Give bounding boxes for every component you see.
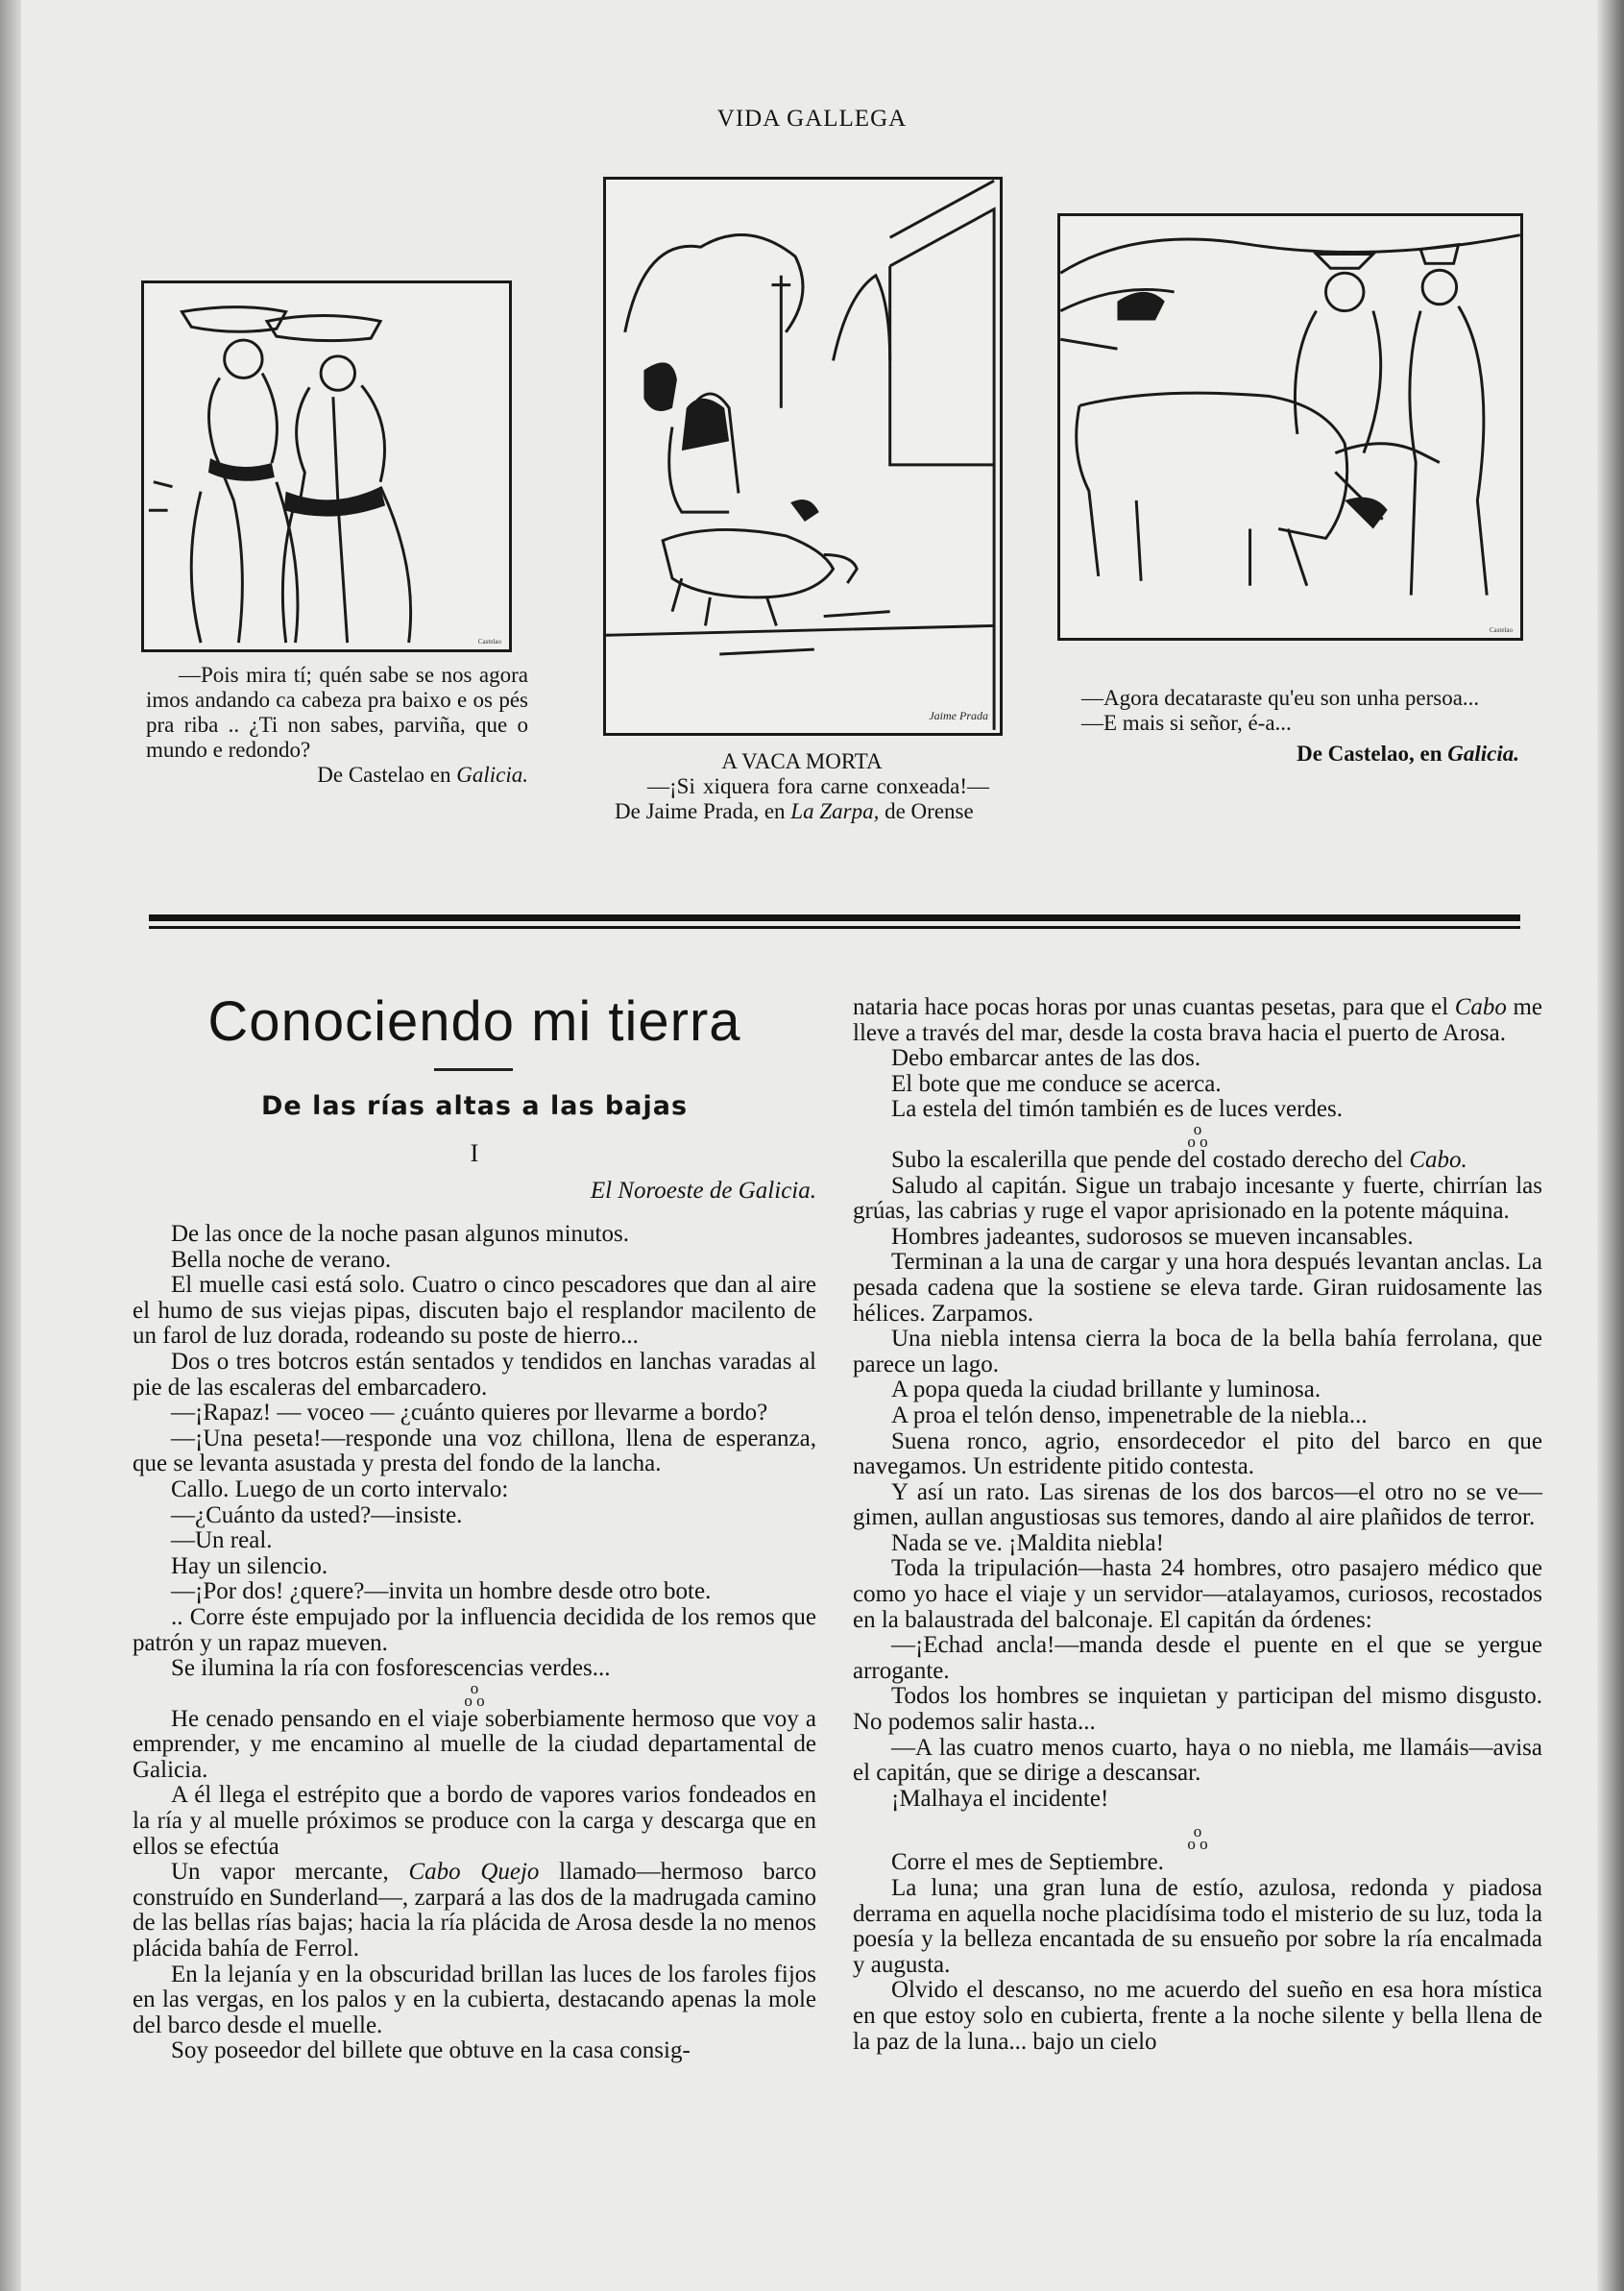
paragraph: Y así un rato. Las sirenas de los dos barcos—el otro no se ve—gimen, aullan angustiosas sus temores, dando al aire plañidos de terror. xyxy=(853,1478,1542,1531)
paragraph: De las once de la noche pasan algunos minutos. xyxy=(171,1221,629,1247)
paragraph: Una niebla intensa cierra la boca de la bella bahía ferrolana, que parece un lago. xyxy=(853,1326,1542,1377)
paragraph: Subo la escalerilla que pende del costado derecho del Cabo. xyxy=(891,1146,1467,1173)
article-column-2 xyxy=(853,995,1542,2055)
section-separator: o o o xyxy=(1187,1119,1208,1151)
page-edge-shadow xyxy=(1597,0,1624,2291)
dead-cow-village-drawing xyxy=(606,180,1000,733)
article-place: El Noroeste de Galicia. xyxy=(590,1178,816,1204)
paragraph: —¡Una peseta!—responde una voz chillona, llena de esperanza, que se levanta asustada y presta del fondo de la lancha. xyxy=(133,1425,816,1477)
paragraph: Soy poseedor del billete que obtuve en la casa consig- xyxy=(171,2037,691,2064)
paragraph: Un vapor mercante, Cabo Quejo llamado—hermoso barco construído en Sunderland—, zarpará a las dos de la madrugada camino de las bellas rías bajas; hacia la ría plácida de Arosa desde la no menos plácida bahía de Ferrol. xyxy=(133,1859,816,1962)
paragraph: A él llega el estrépito que a bordo de vapores varios fondeados en la ría y al muelle próximos se produce con la carga y descarga que en ellos se efectúa xyxy=(133,1782,816,1860)
paragraph: Terminan a la una de cargar y una hora después levantan anclas. La pesada cadena que la sostiene se eleva tarde. Giran ruidosamente las hélices. Zarpamos. xyxy=(853,1249,1542,1327)
paragraph: Todos los hombres se inquietan y participan del mismo disgusto. No podemos salir hasta... xyxy=(853,1683,1542,1736)
paragraph: Debo embarcar antes de las dos. xyxy=(891,1045,1201,1072)
cartoon-3-line-2: —E mais si señor, é-a... xyxy=(1081,711,1292,735)
section-rule-thick xyxy=(149,914,1520,921)
paragraph: —¡Por dos! ¿quere?—invita un hombre desde otro bote. xyxy=(171,1578,712,1605)
paragraph: Saludo al capitán. Sigue un trabajo incesante y fuerte, chirrían las grúas, las cabrias y ruge el vapor aprisionado en la potente máquina. xyxy=(853,1172,1542,1225)
article-subtitle: De las rías altas a las bajas xyxy=(260,1091,689,1121)
paragraph: Corre el mes de Septiembre. xyxy=(891,1849,1164,1876)
paragraph: —Un real. xyxy=(171,1527,273,1554)
paragraph: Olvido el descanso, no me acuerdo del sueño en esa hora mística en que estoy solo en cubierta, frente a la noche silente y bella llena de la paz de la luna... bajo un cielo xyxy=(853,1977,1542,2055)
paragraph: A popa queda la ciudad brillante y luminosa. xyxy=(891,1377,1321,1403)
page-binding-shadow xyxy=(0,0,21,2291)
paragraph: A proa el telón denso, impenetrable de la niebla... xyxy=(891,1401,1368,1428)
cartoon-2-title: A VACA MORTA xyxy=(721,749,883,773)
paragraph: La luna; una gran luna de estío, azulosa, redonda y piadosa derrama en aquella noche placidísima todo el misterio de su luz, toda la poesía y la belleza encantada de su ensueño por sobre la ría encalmada y augusta. xyxy=(853,1875,1542,1978)
paragraph: Hombres jadeantes, sudorosos se mueven incansables. xyxy=(891,1223,1414,1250)
paragraph: Dos o tres botcros están sentados y tendidos en lanchas varadas al pie de las escaleras del embarcadero. xyxy=(133,1348,816,1401)
paragraph: He cenado pensando en el viaje soberbiamente hermoso que voy a emprender, y me encamino al muelle de la ciudad departamental de Galicia. xyxy=(133,1705,816,1783)
paragraph: Bella noche de verano. xyxy=(171,1246,392,1273)
cartoon-3-signature: Castelao xyxy=(1489,626,1513,634)
paragraph: El muelle casi está solo. Cuatro o cinco pescadores que dan al aire el humo de sus viejas pipas, discuten bajo el resplandor macilento de un farol de luz dorada, rodeando su poste de hierro... xyxy=(133,1272,816,1350)
section-separator: o o o xyxy=(464,1678,485,1710)
paragraph: Toda la tripulación—hasta 24 hombres, otro pasajero médico que como yo hace el viaje y un servidor—atalayamos, curiosos, recostados en la balaustrada del balconaje. El capitán da órdenes: xyxy=(853,1555,1542,1633)
paragraph: En la lejanía y en la obscuridad brillan las luces de los faroles fijos en las vergas, en los palos y en la cubierta, destacando apenas la mole del barco desde el muelle. xyxy=(133,1961,816,2038)
section-separator: o o o xyxy=(1187,1822,1208,1854)
cartoon-1-caption xyxy=(146,663,528,788)
paragraph: Nada se ve. ¡Maldita niebla! xyxy=(891,1529,1164,1556)
section-number: I xyxy=(470,1139,479,1167)
cartoon-3-line-1: —Agora decataraste qu'eu son unha persoa... xyxy=(1081,686,1480,710)
article-column-1 xyxy=(133,1222,816,2064)
cartoon-1-signature: Castelao xyxy=(477,638,501,646)
paragraph: Se ilumina la ría con fosforescencias verdes... xyxy=(171,1655,611,1682)
paragraph: —¿Cuánto da usted?—insiste. xyxy=(171,1501,463,1528)
two-women-carrying-baskets-drawing xyxy=(144,283,509,649)
cartoon-2-illustration xyxy=(603,177,1003,736)
cartoon-3-credit: De Castelao, en Galicia. xyxy=(1297,742,1519,766)
article-title: Conociendo mi tierra xyxy=(207,990,741,1053)
cartoon-2-caption xyxy=(615,749,989,824)
paragraph: Hay un silencio. xyxy=(171,1552,328,1579)
section-rule-thin xyxy=(149,926,1520,929)
paragraph: nataria hace pocas horas por unas cuantas pesetas, para que el Cabo me lleve a través del mar, desde la costa brava hacia el puerto de Arosa. xyxy=(853,994,1543,1046)
cartoon-3-illustration xyxy=(1057,213,1523,641)
cartoon-1-credit: De Castelao en Galicia. xyxy=(317,763,528,787)
cartoon-3-caption xyxy=(1049,686,1529,767)
paragraph: .. Corre éste empujado por la influencia decidida de los remos que patrón y un rapaz mueven. xyxy=(133,1603,816,1656)
paragraph: —¡Echad ancla!—manda desde el puente en el que se yergue arrogante. xyxy=(853,1632,1542,1684)
running-head: VIDA GALLEGA xyxy=(716,106,908,132)
paragraph: La estela del timón también es de luces verdes. xyxy=(891,1096,1343,1123)
paragraph: —A las cuatro menos cuarto, haya o no niebla, me llamáis—avisa el capitán, que se dirige a descansar. xyxy=(853,1734,1542,1787)
paragraph: ¡Malhaya el incidente! xyxy=(891,1785,1109,1812)
cartoon-2-signature: Jaime Prada xyxy=(929,709,988,722)
farmers-with-bull-drawing xyxy=(1060,216,1520,638)
paragraph: El bote que me conduce se acerca. xyxy=(891,1070,1222,1097)
cartoon-1-illustration xyxy=(141,280,512,652)
paragraph: Suena ronco, agrio, ensordecedor el pito del barco en que navegamos. Un estridente pitido contesta. xyxy=(853,1427,1542,1480)
paragraph: Callo. Luego de un corto intervalo: xyxy=(171,1475,509,1502)
cartoon-2-caption-text: —¡Si xiquera fora carne conxeada!—De Jaime Prada, en La Zarpa, de Orense xyxy=(615,774,989,823)
title-divider xyxy=(434,1068,513,1071)
paragraph: —¡Rapaz! — voceo — ¿cuánto quieres por llevarme a bordo? xyxy=(171,1400,768,1426)
cartoon-1-caption-text: —Pois mira tí; quén sabe se nos agora imos andando ca cabeza pra baixo e os pés pra riba .. ¿Ti non sabes, parviña, que o mundo e redondo? xyxy=(146,663,528,762)
